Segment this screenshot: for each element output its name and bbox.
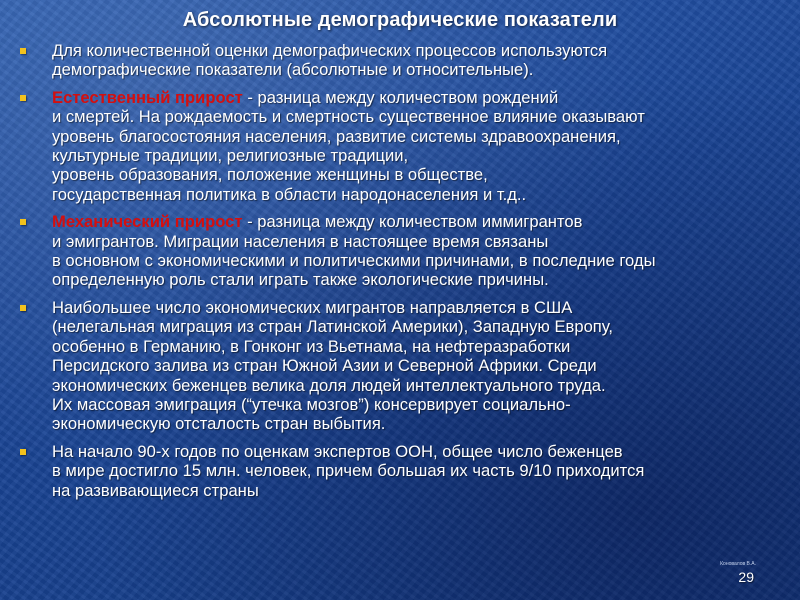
bullet-line: Наибольшее число экономических мигрантов направляется в США: [52, 297, 573, 317]
slide-content: [18, 41, 788, 508]
bullet-item: [18, 41, 788, 80]
page-number: 29: [738, 569, 754, 585]
bullet-line: и эмигрантов. Миграции населения в настоящее время связаны: [52, 231, 549, 251]
bullet-line: определенную роль стали играть также экологические причины.: [52, 270, 549, 290]
bullet-line: государственная политика в области народонаселения и т.д..: [52, 184, 527, 204]
term-mechanical-growth: Механический прирост: [52, 212, 243, 232]
bullet-line: экономическую отсталость стран выбытия.: [52, 414, 386, 434]
bullet-item: [18, 212, 788, 290]
bullet-line: Их массовая эмиграция (“утечка мозгов”) консервирует социально-: [52, 394, 571, 414]
term-natural-growth: Естественный прирост: [52, 87, 243, 107]
bullet-line: экономических беженцев велика доля людей интеллектуального труда.: [52, 375, 606, 395]
author-credit: Коновалов В.А.: [720, 561, 756, 567]
bullet-item: [18, 298, 788, 434]
bullet-line: культурные традиции, религиозные традиции,: [52, 146, 409, 166]
bullet-line: в мире достигло 15 млн. человек, причем большая их часть 9/10 приходится: [52, 461, 645, 481]
bullet-line: уровень образования, положение женщины в обществе,: [52, 165, 488, 185]
bullet-line: Персидского залива из стран Южной Азии и Северной Африки. Среди: [52, 356, 597, 376]
bullet-line: особенно в Германию, в Гонконг из Вьетнама, на нефтеразработки: [52, 336, 571, 356]
bullet-line: [52, 88, 788, 107]
bullet-square-icon: [20, 48, 26, 54]
bullet-square-icon: [20, 95, 26, 101]
bullet-line: На начало 90-х годов по оценкам экспертов ООН, общее число беженцев: [52, 441, 623, 461]
bullet-line: Для количественной оценки демографических процессов используются: [52, 41, 608, 60]
bullet-line: уровень благосостояния населения, развитие системы здравоохранения,: [52, 126, 621, 146]
bullet-line: на развивающиеся страны: [52, 480, 259, 500]
bullet-line: (нелегальная миграция из стран Латинской Америки), Западную Европу,: [52, 317, 614, 337]
term-definition: - разница между количеством иммигрантов: [242, 212, 583, 232]
bullet-item: [18, 442, 788, 500]
bullet-square-icon: [20, 449, 26, 455]
term-definition: - разница между количеством рождений: [242, 87, 559, 107]
bullet-line: [52, 212, 788, 231]
bullet-line: и смертей. На рождаемость и смертность существенное влияние оказывают: [52, 107, 645, 127]
bullet-square-icon: [20, 219, 26, 225]
bullet-item: [18, 88, 788, 204]
slide-title: Абсолютные демографические показатели: [182, 9, 618, 31]
bullet-square-icon: [20, 305, 26, 311]
bullet-line: демографические показатели (абсолютные и относительные).: [52, 60, 534, 80]
bullet-line: в основном с экономическими и политическими причинами, в последние годы: [52, 251, 656, 271]
